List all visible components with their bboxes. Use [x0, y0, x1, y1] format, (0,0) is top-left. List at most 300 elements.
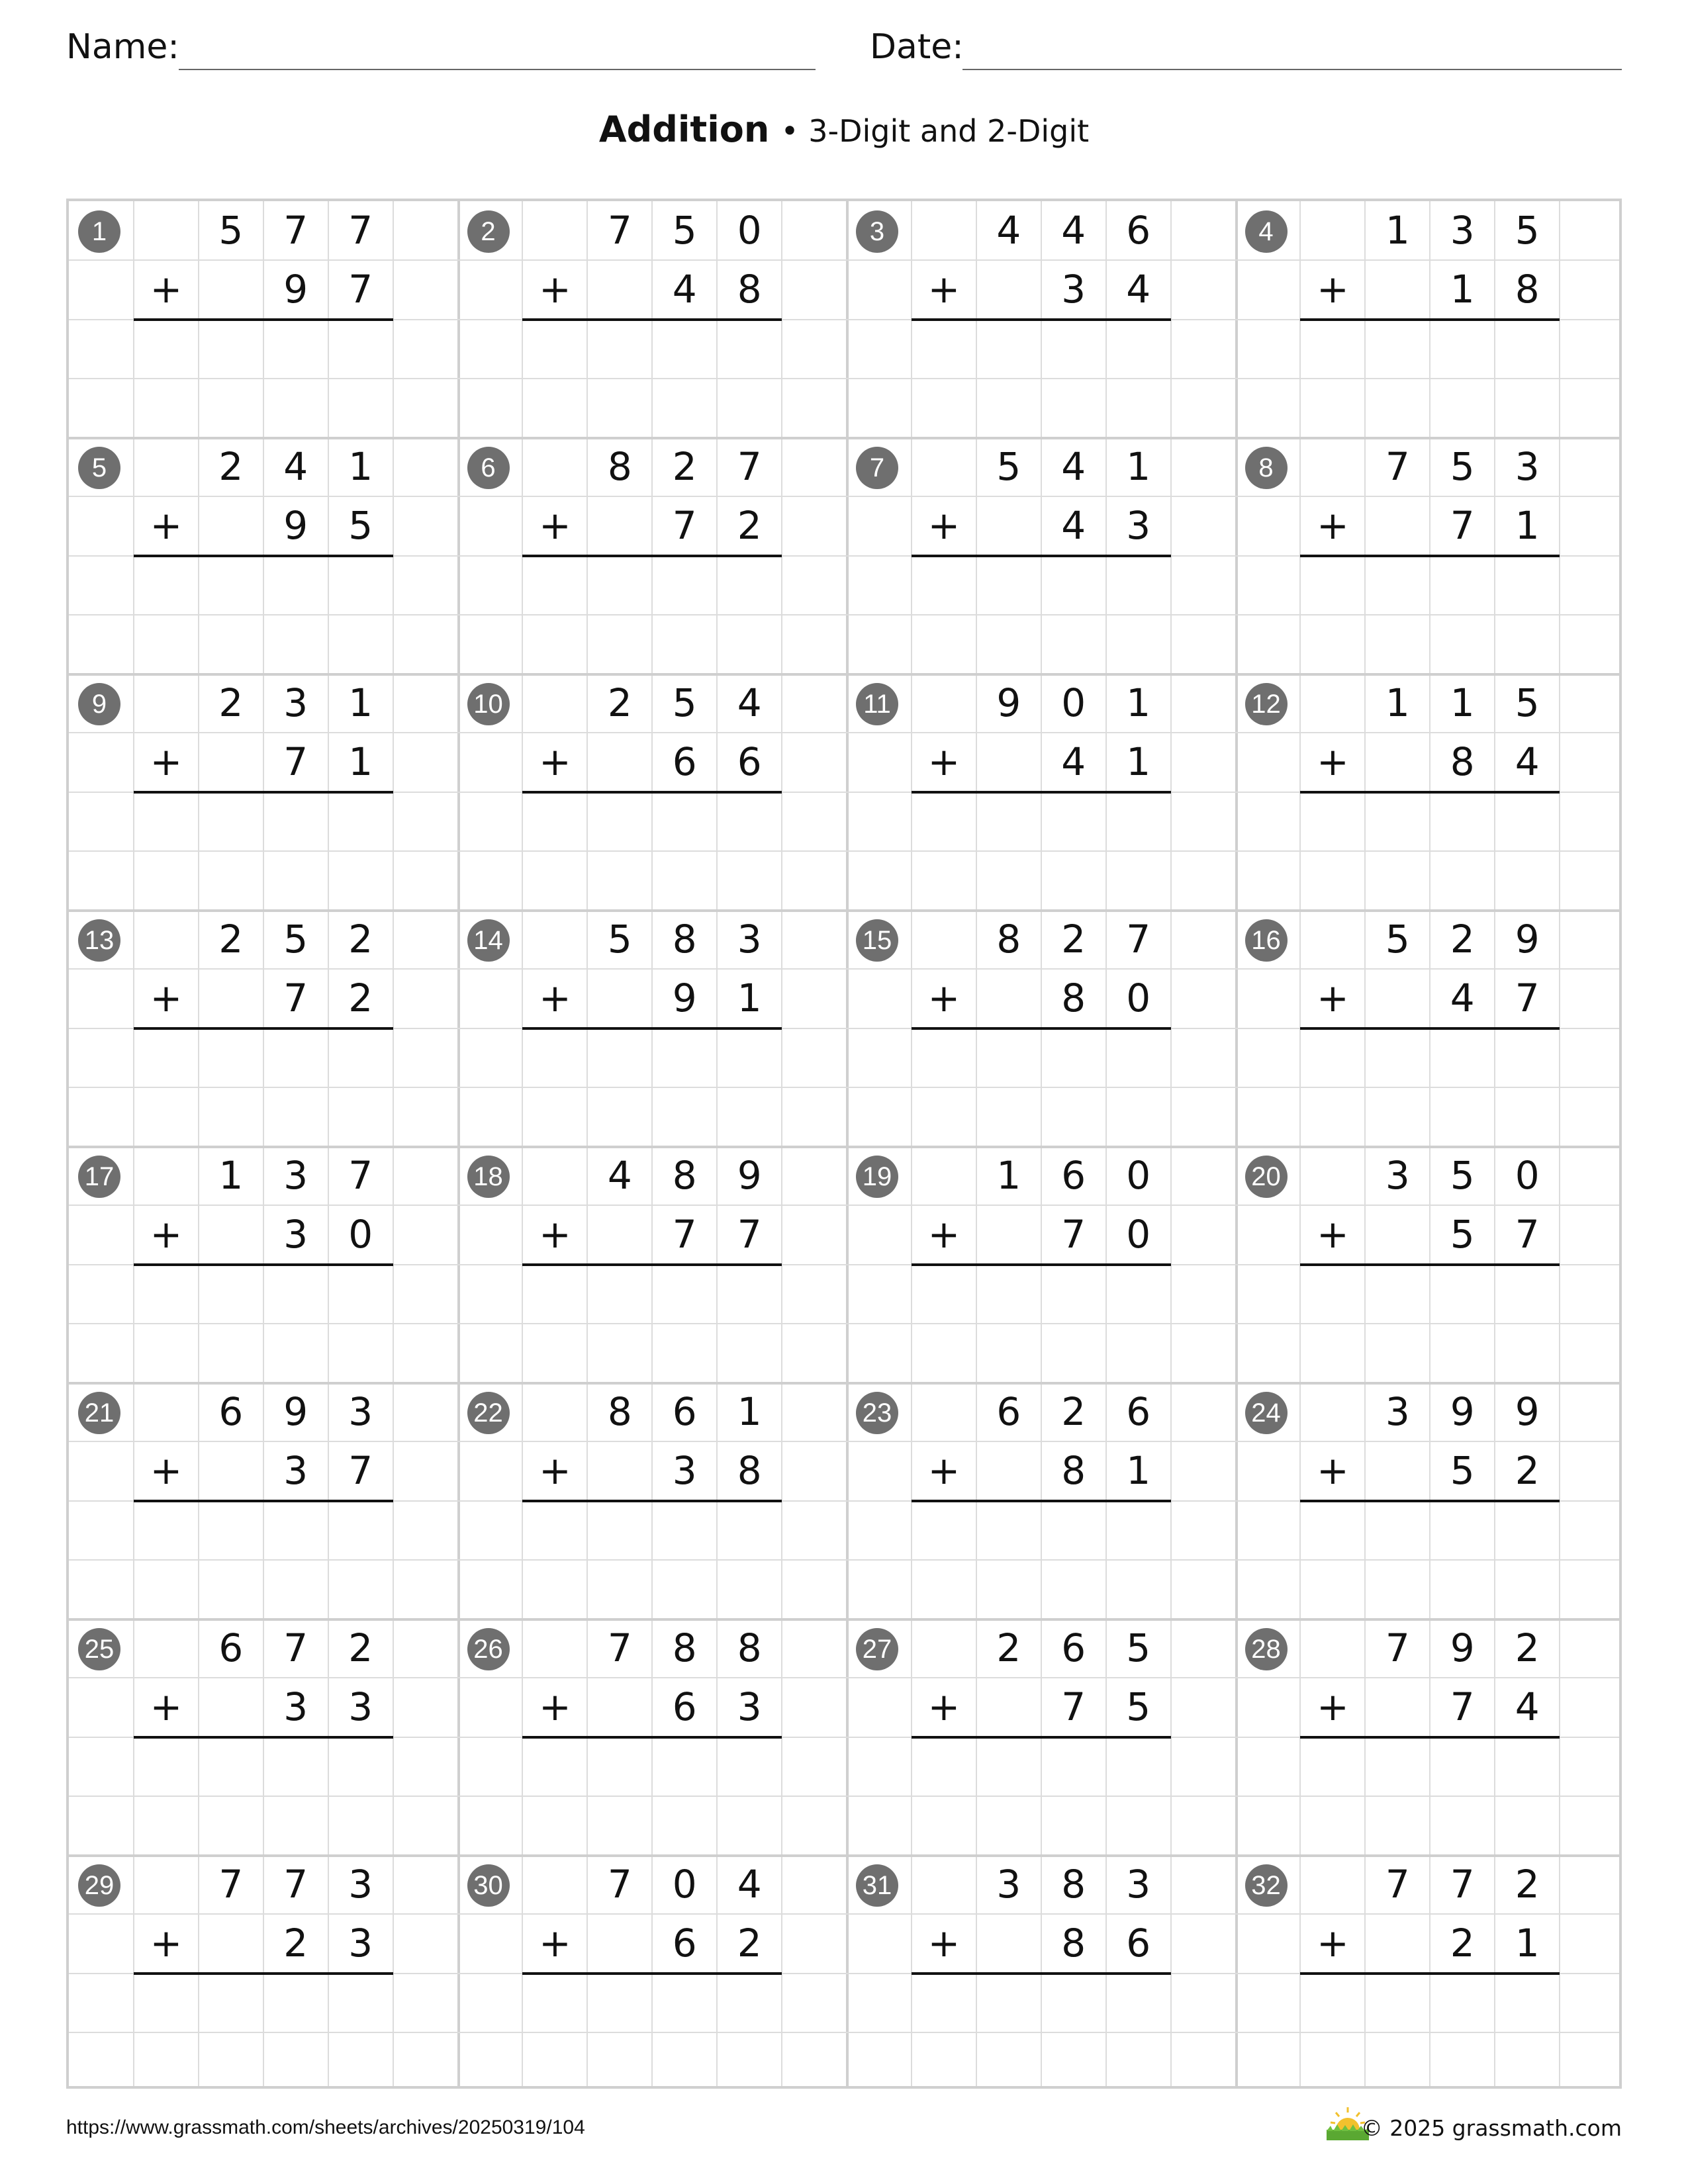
top-addend-digit: 5	[1450, 444, 1475, 489]
plus-sign: +	[150, 1212, 183, 1257]
bottom-addend-digit: 8	[1061, 1921, 1086, 1966]
plus-sign: +	[150, 1448, 183, 1494]
problem-number-badge: 26	[467, 1628, 510, 1670]
top-addend-digit: 0	[1126, 1153, 1151, 1198]
top-addend-digit: 2	[218, 444, 244, 489]
bottom-addend-digit: 4	[1061, 503, 1086, 549]
answer-area[interactable]	[522, 792, 782, 851]
problem-number-badge: 6	[467, 447, 510, 489]
top-addend-digit: 3	[1450, 208, 1475, 253]
top-addend-digit: 0	[1515, 1153, 1540, 1198]
top-addend-digit: 6	[672, 1389, 697, 1434]
problem-22	[458, 1383, 847, 1619]
bottom-addend-digit: 6	[672, 1684, 697, 1730]
plus-sign: +	[927, 739, 961, 785]
plus-sign: +	[927, 976, 961, 1021]
top-addend-digit: 5	[1126, 1625, 1151, 1670]
answer-area[interactable]	[1300, 1974, 1560, 2032]
bottom-addend-digit: 2	[1515, 1448, 1540, 1494]
top-addend-digit: 3	[348, 1862, 373, 1907]
name-date-row	[66, 24, 1622, 70]
top-addend-digit: 2	[218, 680, 244, 725]
top-addend-digit: 3	[1385, 1153, 1410, 1198]
top-addend-digit: 2	[1450, 917, 1475, 962]
problem-15	[847, 910, 1235, 1146]
bottom-addend-digit: 2	[737, 503, 762, 549]
bottom-addend-digit: 7	[1450, 503, 1475, 549]
problem-20	[1236, 1146, 1624, 1383]
top-addend-digit: 5	[1385, 917, 1410, 962]
answer-area[interactable]	[912, 792, 1171, 851]
bottom-addend-digit: 4	[1450, 976, 1475, 1021]
problem-number-badge: 22	[467, 1392, 510, 1434]
bottom-addend-digit: 1	[1450, 267, 1475, 312]
plus-sign: +	[150, 267, 183, 312]
bottom-addend-digit: 1	[348, 739, 373, 785]
problem-number-badge: 11	[856, 683, 898, 725]
top-addend-digit: 4	[283, 444, 308, 489]
footer-url: https://www.grassmath.com/sheets/archives/20250319/104	[66, 2116, 585, 2138]
top-addend-digit: 2	[607, 680, 632, 725]
plus-sign: +	[1317, 267, 1349, 312]
problem-25	[69, 1619, 457, 1855]
bottom-addend-digit: 0	[1126, 1212, 1151, 1257]
plus-sign: +	[150, 1921, 183, 1966]
bottom-addend-digit: 3	[283, 1448, 308, 1494]
bottom-addend-digit: 3	[737, 1684, 762, 1730]
top-addend-digit: 5	[1450, 1153, 1475, 1198]
top-addend-digit: 7	[1385, 444, 1410, 489]
bottom-addend-digit: 4	[672, 267, 697, 312]
problem-number-badge: 20	[1245, 1156, 1288, 1198]
plus-sign: +	[1317, 1921, 1349, 1966]
bottom-addend-digit: 5	[1450, 1448, 1475, 1494]
title-main: Addition	[598, 109, 770, 150]
problem-14	[458, 910, 847, 1146]
bottom-addend-digit: 6	[672, 739, 697, 785]
problem-3	[847, 201, 1235, 437]
problem-27	[847, 1619, 1235, 1855]
problem-7	[847, 437, 1235, 674]
problem-number-badge: 29	[78, 1864, 120, 1907]
top-addend-digit: 7	[607, 208, 632, 253]
plus-sign: +	[927, 1684, 961, 1730]
problem-number-badge: 9	[78, 683, 120, 725]
top-addend-digit: 8	[607, 1389, 632, 1434]
problem-number-badge: 2	[467, 210, 510, 253]
top-addend-digit: 6	[1061, 1625, 1086, 1670]
top-addend-digit: 1	[1126, 444, 1151, 489]
problem-5	[69, 437, 457, 674]
top-addend-digit: 9	[283, 1389, 308, 1434]
top-addend-digit: 4	[737, 680, 762, 725]
name-label: Name:	[66, 27, 179, 67]
bottom-addend-digit: 8	[1061, 1448, 1086, 1494]
top-addend-digit: 5	[672, 208, 697, 253]
problem-number-badge: 30	[467, 1864, 510, 1907]
answer-area[interactable]	[1300, 1265, 1560, 1324]
date-underline	[962, 69, 1622, 70]
bottom-addend-digit: 9	[672, 976, 697, 1021]
problem-28	[1236, 1619, 1624, 1855]
problem-number-badge: 16	[1245, 919, 1288, 962]
plus-sign: +	[1317, 739, 1349, 785]
plus-sign: +	[539, 1448, 571, 1494]
plus-sign: +	[1317, 503, 1349, 549]
bottom-addend-digit: 3	[348, 1684, 373, 1730]
bottom-addend-digit: 2	[283, 1921, 308, 1966]
top-addend-digit: 2	[996, 1625, 1021, 1670]
top-addend-digit: 9	[1515, 1389, 1540, 1434]
bottom-addend-digit: 8	[737, 267, 762, 312]
top-addend-digit: 1	[218, 1153, 244, 1198]
top-addend-digit: 3	[1126, 1862, 1151, 1907]
bottom-addend-digit: 8	[737, 1448, 762, 1494]
problem-number-badge: 13	[78, 919, 120, 962]
problem-number-badge: 8	[1245, 447, 1288, 489]
problem-number-badge: 14	[467, 919, 510, 962]
footer-copyright: © 2025 grassmath.com	[1360, 2115, 1622, 2141]
bottom-addend-digit: 7	[1450, 1684, 1475, 1730]
plus-sign: +	[927, 503, 961, 549]
bottom-addend-digit: 4	[1126, 267, 1151, 312]
top-addend-digit: 1	[1126, 680, 1151, 725]
top-addend-digit: 1	[1385, 208, 1410, 253]
plus-sign: +	[1317, 1684, 1349, 1730]
top-addend-digit: 7	[607, 1625, 632, 1670]
bottom-addend-digit: 6	[1126, 1921, 1151, 1966]
plus-sign: +	[539, 739, 571, 785]
top-addend-digit: 3	[1385, 1389, 1410, 1434]
problem-17	[69, 1146, 457, 1383]
top-addend-digit: 9	[996, 680, 1021, 725]
answer-area[interactable]	[522, 1501, 782, 1560]
top-addend-digit: 5	[283, 917, 308, 962]
bottom-addend-digit: 7	[348, 267, 373, 312]
bottom-addend-digit: 7	[283, 976, 308, 1021]
top-addend-digit: 5	[996, 444, 1021, 489]
answer-area[interactable]	[1300, 556, 1560, 615]
answer-area[interactable]	[134, 1737, 393, 1796]
top-addend-digit: 9	[737, 1153, 762, 1198]
plus-sign: +	[150, 976, 183, 1021]
problem-24	[1236, 1383, 1624, 1619]
bottom-addend-digit: 3	[672, 1448, 697, 1494]
bottom-addend-digit: 5	[348, 503, 373, 549]
top-addend-digit: 0	[672, 1862, 697, 1907]
problem-30	[458, 1855, 847, 2091]
answer-area[interactable]	[912, 1028, 1171, 1087]
name-underline	[179, 69, 816, 70]
problem-number-badge: 24	[1245, 1392, 1288, 1434]
top-addend-digit: 4	[737, 1862, 762, 1907]
plus-sign: +	[150, 1684, 183, 1730]
top-addend-digit: 8	[672, 917, 697, 962]
bottom-addend-digit: 7	[672, 1212, 697, 1257]
top-addend-digit: 0	[1061, 680, 1086, 725]
title-subtitle: • 3-Digit and 2-Digit	[780, 113, 1090, 149]
worksheet-grid	[66, 199, 1622, 2089]
bottom-addend-digit: 7	[672, 503, 697, 549]
answer-area[interactable]	[522, 1028, 782, 1087]
problem-1	[69, 201, 457, 437]
problem-number-badge: 10	[467, 683, 510, 725]
answer-area[interactable]	[522, 556, 782, 615]
bottom-addend-digit: 4	[1515, 739, 1540, 785]
bottom-addend-digit: 2	[737, 1921, 762, 1966]
top-addend-digit: 3	[737, 917, 762, 962]
page-title	[0, 105, 1688, 156]
problem-number-badge: 28	[1245, 1628, 1288, 1670]
top-addend-digit: 8	[672, 1153, 697, 1198]
top-addend-digit: 4	[1061, 208, 1086, 253]
top-addend-digit: 2	[1515, 1625, 1540, 1670]
answer-area[interactable]	[134, 320, 393, 379]
top-addend-digit: 7	[283, 1625, 308, 1670]
top-addend-digit: 8	[1061, 1862, 1086, 1907]
top-addend-digit: 7	[283, 208, 308, 253]
answer-area[interactable]	[522, 320, 782, 379]
problem-number-badge: 17	[78, 1156, 120, 1198]
top-addend-digit: 4	[996, 208, 1021, 253]
problem-number-badge: 19	[856, 1156, 898, 1198]
date-field[interactable]	[870, 24, 1622, 70]
bottom-addend-digit: 3	[283, 1212, 308, 1257]
bottom-addend-digit: 3	[1126, 503, 1151, 549]
top-addend-digit: 5	[1515, 680, 1540, 725]
bottom-addend-digit: 3	[348, 1921, 373, 1966]
top-addend-digit: 3	[1515, 444, 1540, 489]
problem-number-badge: 12	[1245, 683, 1288, 725]
bottom-addend-digit: 1	[1126, 739, 1151, 785]
top-addend-digit: 2	[1515, 1862, 1540, 1907]
bottom-addend-digit: 6	[672, 1921, 697, 1966]
bottom-addend-digit: 2	[1450, 1921, 1475, 1966]
bottom-addend-digit: 1	[1126, 1448, 1151, 1494]
bottom-addend-digit: 7	[1061, 1212, 1086, 1257]
top-addend-digit: 1	[1450, 680, 1475, 725]
bottom-addend-digit: 8	[1061, 976, 1086, 1021]
problem-23	[847, 1383, 1235, 1619]
top-addend-digit: 3	[348, 1389, 373, 1434]
plus-sign: +	[150, 739, 183, 785]
bottom-addend-digit: 3	[1061, 267, 1086, 312]
plus-sign: +	[539, 267, 571, 312]
bottom-addend-digit: 0	[348, 1212, 373, 1257]
top-addend-digit: 1	[996, 1153, 1021, 1198]
bottom-addend-digit: 1	[1515, 1921, 1540, 1966]
problem-16	[1236, 910, 1624, 1146]
plus-sign: +	[539, 1684, 571, 1730]
top-addend-digit: 9	[1450, 1389, 1475, 1434]
top-addend-digit: 1	[348, 444, 373, 489]
top-addend-digit: 7	[1385, 1625, 1410, 1670]
bottom-addend-digit: 6	[737, 739, 762, 785]
top-addend-digit: 3	[283, 1153, 308, 1198]
plus-sign: +	[1317, 1448, 1349, 1494]
answer-area[interactable]	[1300, 792, 1560, 851]
answer-area[interactable]	[522, 1974, 782, 2032]
bottom-addend-digit: 9	[283, 267, 308, 312]
bottom-addend-digit: 1	[1515, 503, 1540, 549]
top-addend-digit: 6	[1126, 208, 1151, 253]
top-addend-digit: 8	[737, 1625, 762, 1670]
problem-8	[1236, 437, 1624, 674]
problem-21	[69, 1383, 457, 1619]
answer-area[interactable]	[134, 1501, 393, 1560]
bottom-addend-digit: 7	[1515, 1212, 1540, 1257]
answer-area[interactable]	[912, 1265, 1171, 1324]
problem-number-badge: 5	[78, 447, 120, 489]
top-addend-digit: 6	[996, 1389, 1021, 1434]
bottom-addend-digit: 1	[737, 976, 762, 1021]
problem-31	[847, 1855, 1235, 2091]
problem-number-badge: 1	[78, 210, 120, 253]
top-addend-digit: 2	[1061, 1389, 1086, 1434]
problem-number-badge: 4	[1245, 210, 1288, 253]
top-addend-digit: 2	[348, 917, 373, 962]
problem-18	[458, 1146, 847, 1383]
top-addend-digit: 1	[737, 1389, 762, 1434]
bottom-addend-digit: 8	[1515, 267, 1540, 312]
bottom-addend-digit: 7	[348, 1448, 373, 1494]
top-addend-digit: 6	[1061, 1153, 1086, 1198]
bottom-addend-digit: 7	[1061, 1684, 1086, 1730]
answer-area[interactable]	[912, 1974, 1171, 2032]
problem-number-badge: 15	[856, 919, 898, 962]
bottom-addend-digit: 2	[348, 976, 373, 1021]
top-addend-digit: 7	[607, 1862, 632, 1907]
top-addend-digit: 7	[737, 444, 762, 489]
name-field[interactable]	[66, 24, 816, 70]
bottom-addend-digit: 4	[1061, 739, 1086, 785]
plus-sign: +	[927, 1212, 961, 1257]
top-addend-digit: 2	[348, 1625, 373, 1670]
top-addend-digit: 7	[348, 1153, 373, 1198]
plus-sign: +	[927, 267, 961, 312]
top-addend-digit: 7	[348, 208, 373, 253]
plus-sign: +	[539, 1212, 571, 1257]
plus-sign: +	[1317, 1212, 1349, 1257]
problem-11	[847, 674, 1235, 910]
problem-19	[847, 1146, 1235, 1383]
answer-area[interactable]	[134, 792, 393, 851]
answer-area[interactable]	[912, 1737, 1171, 1796]
bottom-addend-digit: 4	[1515, 1684, 1540, 1730]
top-addend-digit: 5	[218, 208, 244, 253]
problem-32	[1236, 1855, 1624, 2091]
problem-number-badge: 27	[856, 1628, 898, 1670]
problem-number-badge: 23	[856, 1392, 898, 1434]
plus-sign: +	[150, 503, 183, 549]
answer-area[interactable]	[134, 556, 393, 615]
top-addend-digit: 6	[218, 1389, 244, 1434]
top-addend-digit: 5	[607, 917, 632, 962]
answer-area[interactable]	[522, 1265, 782, 1324]
bottom-addend-digit: 8	[1450, 739, 1475, 785]
bottom-addend-digit: 9	[283, 503, 308, 549]
top-addend-digit: 4	[1061, 444, 1086, 489]
top-addend-digit: 5	[672, 680, 697, 725]
plus-sign: +	[927, 1921, 961, 1966]
answer-area[interactable]	[1300, 320, 1560, 379]
top-addend-digit: 7	[1450, 1862, 1475, 1907]
top-addend-digit: 3	[996, 1862, 1021, 1907]
bottom-addend-digit: 7	[283, 739, 308, 785]
plus-sign: +	[539, 503, 571, 549]
date-label: Date:	[870, 27, 964, 67]
problem-number-badge: 31	[856, 1864, 898, 1907]
answer-area[interactable]	[1300, 1028, 1560, 1087]
top-addend-digit: 8	[672, 1625, 697, 1670]
problem-13	[69, 910, 457, 1146]
bottom-addend-digit: 7	[737, 1212, 762, 1257]
answer-area[interactable]	[912, 556, 1171, 615]
top-addend-digit: 2	[1061, 917, 1086, 962]
top-addend-digit: 6	[1126, 1389, 1151, 1434]
top-addend-digit: 7	[1126, 917, 1151, 962]
answer-area[interactable]	[912, 320, 1171, 379]
top-addend-digit: 1	[1385, 680, 1410, 725]
bottom-addend-digit: 7	[1515, 976, 1540, 1021]
top-addend-digit: 7	[283, 1862, 308, 1907]
problem-6	[458, 437, 847, 674]
bottom-addend-digit: 0	[1126, 976, 1151, 1021]
answer-area[interactable]	[1300, 1737, 1560, 1796]
problem-4	[1236, 201, 1624, 437]
bottom-addend-digit: 5	[1450, 1212, 1475, 1257]
problem-number-badge: 18	[467, 1156, 510, 1198]
top-addend-digit: 0	[737, 208, 762, 253]
problem-number-badge: 32	[1245, 1864, 1288, 1907]
answer-area[interactable]	[134, 1028, 393, 1087]
top-addend-digit: 6	[218, 1625, 244, 1670]
top-addend-digit: 8	[607, 444, 632, 489]
top-addend-digit: 8	[996, 917, 1021, 962]
top-addend-digit: 1	[348, 680, 373, 725]
top-addend-digit: 9	[1515, 917, 1540, 962]
answer-area[interactable]	[134, 1974, 393, 2032]
problem-26	[458, 1619, 847, 1855]
top-addend-digit: 3	[283, 680, 308, 725]
answer-area[interactable]	[1300, 1501, 1560, 1560]
top-addend-digit: 7	[218, 1862, 244, 1907]
bottom-addend-digit: 5	[1126, 1684, 1151, 1730]
plus-sign: +	[539, 1921, 571, 1966]
top-addend-digit: 5	[1515, 208, 1540, 253]
top-addend-digit: 7	[1385, 1862, 1410, 1907]
bottom-addend-digit: 3	[283, 1684, 308, 1730]
top-addend-digit: 4	[607, 1153, 632, 1198]
top-addend-digit: 2	[218, 917, 244, 962]
problem-9	[69, 674, 457, 910]
top-addend-digit: 2	[672, 444, 697, 489]
top-addend-digit: 9	[1450, 1625, 1475, 1670]
problem-2	[458, 201, 847, 437]
problem-number-badge: 7	[856, 447, 898, 489]
problem-number-badge: 3	[856, 210, 898, 253]
problem-number-badge: 21	[78, 1392, 120, 1434]
plus-sign: +	[927, 1448, 961, 1494]
answer-area[interactable]	[912, 1501, 1171, 1560]
plus-sign: +	[1317, 976, 1349, 1021]
answer-area[interactable]	[522, 1737, 782, 1796]
problem-29	[69, 1855, 457, 2091]
plus-sign: +	[539, 976, 571, 1021]
problem-10	[458, 674, 847, 910]
answer-area[interactable]	[134, 1265, 393, 1324]
problem-12	[1236, 674, 1624, 910]
